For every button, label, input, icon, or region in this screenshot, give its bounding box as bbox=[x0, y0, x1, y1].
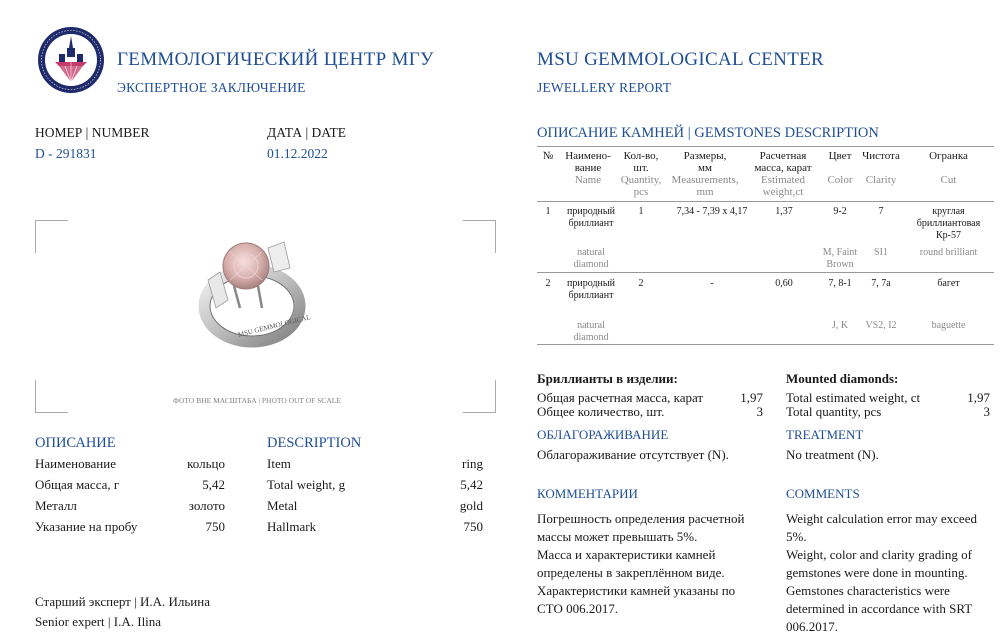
row2-cut-en: baguette bbox=[931, 320, 966, 331]
hdr-color: Цвет Color bbox=[827, 150, 853, 186]
row1-color: 9-2 bbox=[833, 206, 847, 217]
comments-text-ru-3: Характеристики камней указаны по СТО 006.2017. bbox=[537, 583, 736, 616]
row1-qty: 1 bbox=[638, 206, 644, 217]
table-rule-top bbox=[537, 146, 994, 147]
comments-text-ru-1: Погрешность определения расчетной массы может превышать 5%. bbox=[537, 511, 745, 544]
table-rule-header bbox=[537, 201, 994, 202]
hdr-size: Размеры, мм Measurements, mm bbox=[671, 150, 739, 198]
row2-mass: 0,60 bbox=[775, 278, 793, 289]
gemstones-table bbox=[537, 148, 994, 348]
desc-en-row: Metal gold bbox=[267, 498, 483, 513]
hdr-num: № bbox=[542, 150, 554, 162]
desc-ru-row: Указание на пробу 750 bbox=[35, 519, 225, 534]
row2-clarity-en: VS2, I2 bbox=[865, 320, 897, 331]
frame-corner-bl bbox=[35, 380, 68, 413]
gemstones-title: ОПИСАНИЕ КАМНЕЙ | GEMSTONES DESCRIPTION bbox=[537, 125, 879, 141]
mounted-title-en: Mounted diamonds: bbox=[786, 371, 899, 386]
row2-qty: 2 bbox=[638, 278, 644, 289]
comments-text-en-3: Gemstones characteristics were determined in accordance with SRT 006.2017. bbox=[786, 583, 972, 634]
comments-text-en-2: Weight, color and clarity grading of gemstones were done in mounting. bbox=[786, 547, 972, 580]
description-ru-title: ОПИСАНИЕ bbox=[35, 435, 116, 451]
row2-color: 7, 8-1 bbox=[828, 278, 852, 289]
desc-en-row: Hallmark 750 bbox=[267, 519, 483, 534]
treatment-text-ru: Облагораживание отсутствует (N). bbox=[537, 447, 729, 462]
hdr-cut: Огранка Cut bbox=[929, 150, 968, 186]
photo-caption: ФОТО ВНЕ МАСШТАБА | PHOTO OUT OF SCALE bbox=[173, 396, 341, 405]
msu-logo bbox=[37, 26, 105, 94]
mounted-en-row: Total estimated weight, ct 1,97 bbox=[786, 390, 990, 405]
org-title-en: MSU GEMMOLOGICAL CENTER bbox=[537, 49, 824, 70]
desc-en-row: Total weight, g 5,42 bbox=[267, 477, 483, 492]
ring-engraving: MSU GEMMOLOGICAL bbox=[237, 313, 312, 339]
comments-title-en: COMMENTS bbox=[786, 486, 860, 501]
hdr-name: Наимено- вание Name bbox=[565, 150, 611, 186]
treatment-title-ru: ОБЛАГОРАЖИВАНИЕ bbox=[537, 427, 669, 442]
hdr-qty: Кол-во, шт. Quantity, pcs bbox=[620, 150, 662, 198]
description-en-title: DESCRIPTION bbox=[267, 435, 362, 451]
date-label: ДАТА | DATE bbox=[267, 125, 347, 140]
report-title-ru: ЭКСПЕРТНОЕ ЗАКЛЮЧЕНИЕ bbox=[117, 80, 306, 95]
row1-name-en: natural diamond bbox=[573, 247, 609, 270]
treatment-text-en: No treatment (N). bbox=[786, 447, 879, 462]
table-rule-row1 bbox=[537, 272, 994, 273]
desc-ru-row: Наименование кольцо bbox=[35, 456, 225, 471]
row1-cut-ru: круглая бриллиантовая Кр-57 bbox=[916, 206, 981, 241]
mounted-title-ru: Бриллианты в изделии: bbox=[537, 371, 678, 386]
comments-text-ru-2: Масса и характеристики камней определены в закреплённом виде. bbox=[537, 547, 725, 580]
signature-en: Senior expert | I.A. Ilina bbox=[35, 614, 162, 629]
row1-size: 7,34 - 7,39 x 4,17 bbox=[676, 206, 748, 217]
row2-num: 2 bbox=[545, 278, 551, 289]
frame-corner-tr bbox=[463, 220, 496, 253]
mounted-en-row: Total quantity, pcs 3 bbox=[786, 404, 990, 419]
mounted-en-table bbox=[786, 391, 990, 419]
row2-cut-ru: багет bbox=[937, 278, 960, 289]
comments-text-en-1: Weight calculation error may exceed 5%. bbox=[786, 511, 977, 544]
row1-cut-en: round brilliant bbox=[919, 247, 978, 258]
mounted-ru-row: Общая расчетная масса, карат 1,97 bbox=[537, 390, 763, 405]
signature-ru: Старший эксперт | И.А. Ильина bbox=[35, 594, 210, 609]
row1-clarity-en: SI1 bbox=[874, 247, 888, 258]
msu-logo-icon bbox=[37, 26, 105, 94]
table-rule-bottom bbox=[537, 344, 994, 345]
description-ru-table bbox=[35, 456, 225, 540]
description-en-table bbox=[267, 456, 483, 540]
row1-clarity: 7 bbox=[878, 206, 884, 217]
desc-ru-row: Металл золото bbox=[35, 498, 225, 513]
hdr-mass: Расчетная масса, карат Estimated weight,ct bbox=[754, 150, 812, 198]
row1-color-en: M, Faint Brown bbox=[822, 247, 858, 270]
date-value: 01.12.2022 bbox=[267, 146, 328, 161]
desc-en-row: Item ring bbox=[267, 456, 483, 471]
mounted-ru-table bbox=[537, 391, 763, 419]
row2-name-ru: природный бриллиант bbox=[567, 278, 615, 301]
row2-color-en: J, K bbox=[831, 320, 849, 331]
org-title-ru: ГЕММОЛОГИЧЕСКИЙ ЦЕНТР МГУ bbox=[117, 49, 434, 70]
comments-title-ru: КОММЕНТАРИИ bbox=[537, 486, 638, 501]
row2-size: - bbox=[710, 278, 714, 289]
hdr-clarity: Чистота Clarity bbox=[862, 150, 900, 186]
row1-name-ru: природный бриллиант bbox=[567, 206, 615, 229]
number-label: НОМЕР | NUMBER bbox=[35, 125, 150, 140]
frame-corner-tl bbox=[35, 220, 68, 253]
desc-ru-row: Общая масса, г 5,42 bbox=[35, 477, 225, 492]
row1-mass: 1,37 bbox=[775, 206, 793, 217]
report-title-en: JEWELLERY REPORT bbox=[537, 80, 672, 95]
treatment-title-en: TREATMENT bbox=[786, 427, 864, 442]
row1-num: 1 bbox=[545, 206, 551, 217]
row2-name-en: natural diamond bbox=[573, 320, 609, 343]
mounted-ru-row: Общее количество, шт. 3 bbox=[537, 404, 763, 419]
row2-clarity: 7, 7а bbox=[871, 278, 891, 289]
frame-corner-br bbox=[463, 380, 496, 413]
number-value: D - 291831 bbox=[35, 146, 97, 161]
